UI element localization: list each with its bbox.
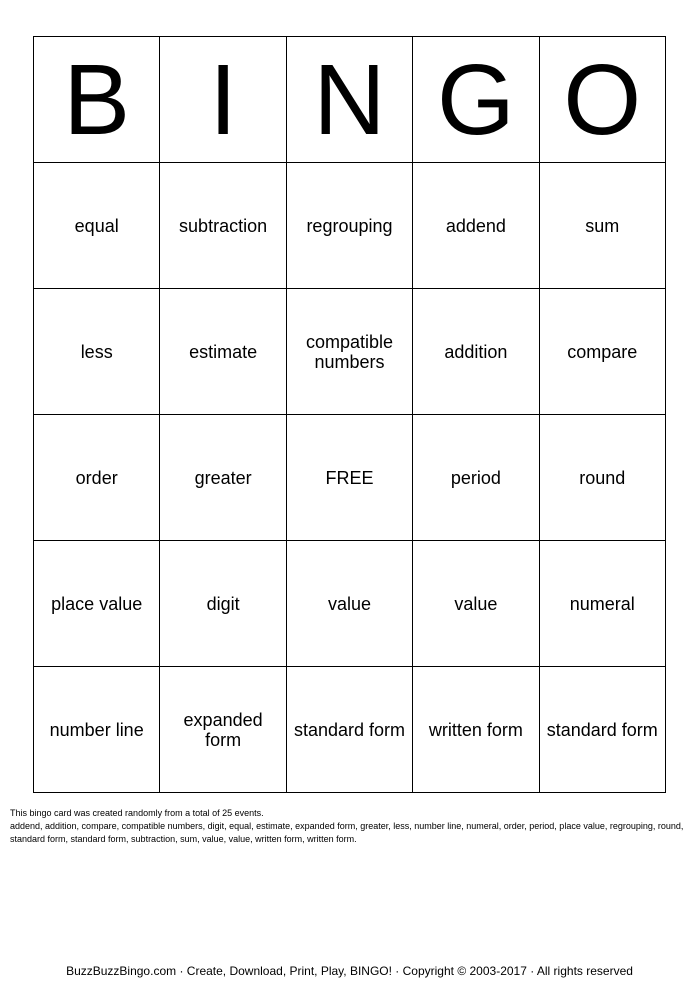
bingo-cell: written form [413, 667, 539, 793]
bingo-cell: value [413, 541, 539, 667]
header-letter-o: O [539, 37, 665, 163]
bingo-cell: standard form [286, 667, 412, 793]
bingo-cell: compare [539, 289, 665, 415]
bingo-cell: digit [160, 541, 286, 667]
page-footer: BuzzBuzzBingo.com · Create, Download, Print, Play, BINGO! · Copyright © 2003-2017 · All rights reserved [66, 964, 633, 978]
bingo-cell: estimate [160, 289, 286, 415]
bingo-cell: standard form [539, 667, 665, 793]
bingo-row [34, 163, 666, 289]
bingo-cell: subtraction [160, 163, 286, 289]
bingo-cell: equal [34, 163, 160, 289]
card-info-summary: This bingo card was created randomly from a total of 25 events. [10, 808, 264, 818]
bingo-row [34, 667, 666, 793]
bingo-cell: round [539, 415, 665, 541]
bingo-cell: numeral [539, 541, 665, 667]
free-space-cell: FREE [286, 415, 412, 541]
bingo-header-row [34, 37, 666, 163]
bingo-card [33, 36, 666, 793]
bingo-cell: value [286, 541, 412, 667]
bingo-cell: sum [539, 163, 665, 289]
bingo-cell: addition [413, 289, 539, 415]
header-letter-i: I [160, 37, 286, 163]
bingo-cell: period [413, 415, 539, 541]
bingo-cell: order [34, 415, 160, 541]
bingo-row [34, 289, 666, 415]
bingo-row [34, 415, 666, 541]
bingo-row [34, 541, 666, 667]
bingo-cell: less [34, 289, 160, 415]
bingo-cell: place value [34, 541, 160, 667]
bingo-cell: regrouping [286, 163, 412, 289]
card-info-word-list: addend, addition, compare, compatible numbers, digit, equal, estimate, expanded form, greater, less, number line, numeral, order, period, place value, regrouping, round, standard form, standard form, subtraction, sum, value, value, written form, written form. [10, 821, 684, 844]
header-letter-b: B [34, 37, 160, 163]
card-info [10, 807, 690, 846]
bingo-cell: greater [160, 415, 286, 541]
bingo-cell: number line [34, 667, 160, 793]
header-letter-n: N [286, 37, 412, 163]
header-letter-g: G [413, 37, 539, 163]
bingo-cell: compatible numbers [286, 289, 412, 415]
bingo-cell: addend [413, 163, 539, 289]
bingo-cell: expanded form [160, 667, 286, 793]
